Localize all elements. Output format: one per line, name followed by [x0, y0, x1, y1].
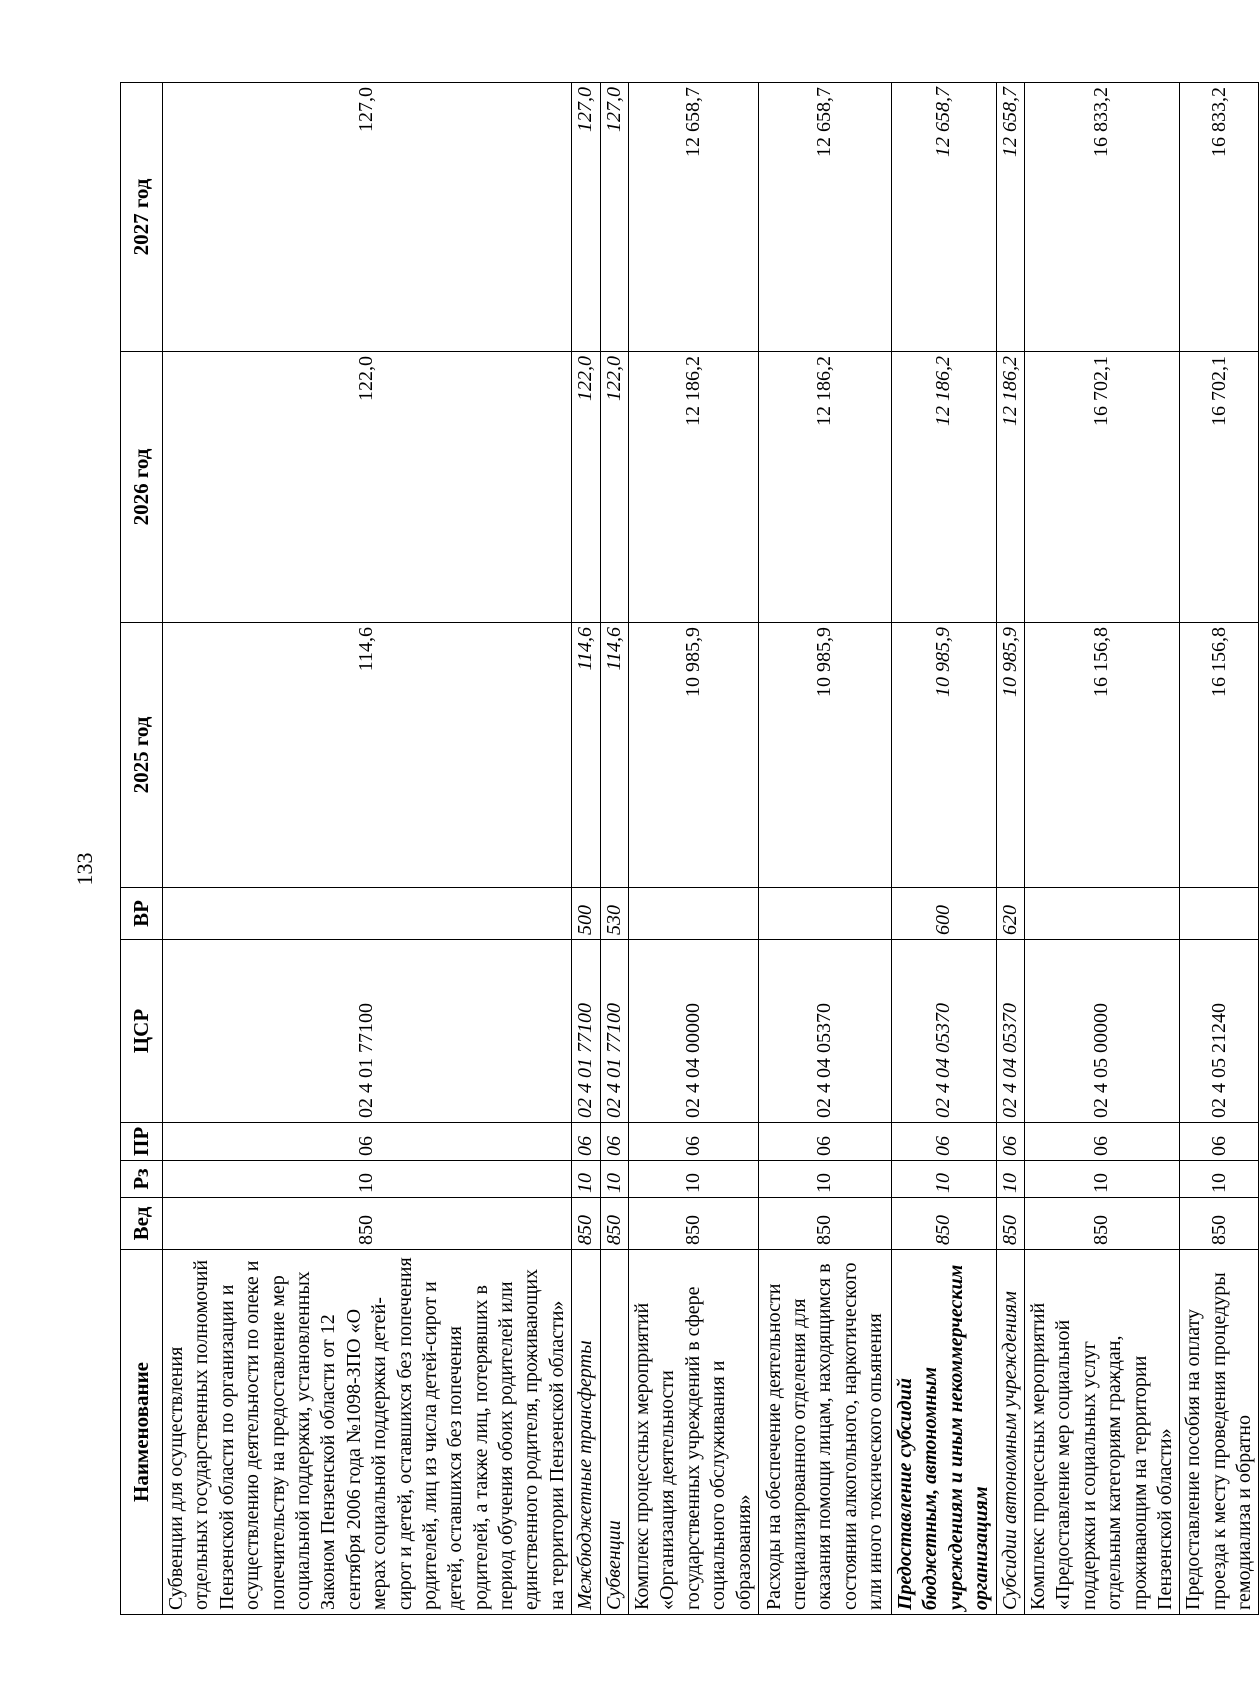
- row-2027: 12 658,7: [996, 83, 1024, 352]
- budget-table: [120, 82, 1259, 1615]
- row-vr: [163, 888, 572, 940]
- row-2025: 10 985,9: [891, 623, 996, 888]
- row-ved: 850: [1024, 1198, 1179, 1250]
- row-csr: 02 4 01 77100: [163, 940, 572, 1123]
- row-2025: 10 985,9: [996, 623, 1024, 888]
- row-pr: 06: [629, 1123, 759, 1161]
- row-csr: 02 4 04 05370: [891, 940, 996, 1123]
- row-name: Расходы на обеспечение деятельности специализированного отделения для оказания помощи лицам, находящимся в состоянии алкогольного, наркотического или иного токсического опьянения: [758, 1250, 891, 1615]
- table-row: [163, 83, 572, 1615]
- row-2027: 12 658,7: [629, 83, 759, 352]
- row-pr: 06: [600, 1123, 628, 1161]
- row-rz: 10: [996, 1161, 1024, 1198]
- row-vr: 620: [996, 888, 1024, 940]
- table-row: [758, 83, 891, 1615]
- row-2027: 127,0: [572, 83, 600, 352]
- row-2027: 12 658,7: [758, 83, 891, 352]
- row-2025: 114,6: [572, 623, 600, 888]
- row-vr: [1180, 888, 1259, 940]
- col-header-name: Наименование: [121, 1250, 163, 1615]
- row-2025: 16 156,8: [1180, 623, 1259, 888]
- row-2027: 127,0: [163, 83, 572, 352]
- row-pr: 06: [572, 1123, 600, 1161]
- col-header-2026: 2026 год: [121, 352, 163, 623]
- row-name: Комплекс процессных мероприятий «Организация деятельности государственных учреждений в сфере социального обслуживания и образования»: [629, 1250, 759, 1615]
- row-2026: 122,0: [600, 352, 628, 623]
- row-pr: 06: [996, 1123, 1024, 1161]
- row-ved: 850: [600, 1198, 628, 1250]
- row-ved: 850: [1180, 1198, 1259, 1250]
- row-name: Комплекс процессных мероприятий «Предоставление мер социальной поддержки и социальных услуг отдельным категориям граждан, проживающим на территории Пензенской области»: [1024, 1250, 1179, 1615]
- row-rz: 10: [891, 1161, 996, 1198]
- col-header-2025: 2025 год: [121, 623, 163, 888]
- row-csr: 02 4 04 00000: [629, 940, 759, 1123]
- row-2025: 10 985,9: [758, 623, 891, 888]
- row-name: Предоставление пособия на оплату проезда к месту проведения процедуры гемодиализа и обратно: [1180, 1250, 1259, 1615]
- table-row: [629, 83, 759, 1615]
- row-vr: [629, 888, 759, 940]
- row-ved: 850: [758, 1198, 891, 1250]
- row-csr: 02 4 04 05370: [996, 940, 1024, 1123]
- row-pr: 06: [163, 1123, 572, 1161]
- col-header-csr: ЦСР: [121, 940, 163, 1123]
- row-pr: 06: [1024, 1123, 1179, 1161]
- row-ved: 850: [996, 1198, 1024, 1250]
- row-name: Субвенции для осуществления отдельных государственных полномочий Пензенской области по организации и осуществлению деятельности по опеке и попечительству на предоставление мер социальной поддержки, установленных Законом Пензенской области от 12 сентября 2006 года №1098-ЗПО «О мерах социальной поддержки детей-сирот и детей, оставшихся без попечения родителей, лиц из числа детей-сирот и детей, оставшихся без попечения родителей, а также лиц, потерявших в период обучения обоих родителей или единственного родителя, проживающих на территории Пензенской области»: [163, 1250, 572, 1615]
- row-vr: 530: [600, 888, 628, 940]
- row-2025: 16 156,8: [1024, 623, 1179, 888]
- row-2026: 122,0: [572, 352, 600, 623]
- row-pr: 06: [758, 1123, 891, 1161]
- rotated-table-container: [120, 83, 1256, 1615]
- row-pr: 06: [1180, 1123, 1259, 1161]
- row-pr: 06: [891, 1123, 996, 1161]
- row-2026: 12 186,2: [629, 352, 759, 623]
- row-2026: 12 186,2: [891, 352, 996, 623]
- table-row: [600, 83, 628, 1615]
- row-2025: 114,6: [600, 623, 628, 888]
- row-csr: 02 4 05 21240: [1180, 940, 1259, 1123]
- row-rz: 10: [600, 1161, 628, 1198]
- row-name: Субсидии автономным учреждениям: [996, 1250, 1024, 1615]
- row-rz: 10: [1024, 1161, 1179, 1198]
- table-row: [1180, 83, 1259, 1615]
- table-row: [996, 83, 1024, 1615]
- table-row: [891, 83, 996, 1615]
- col-header-2027: 2027 год: [121, 83, 163, 352]
- page-number: 133: [72, 852, 97, 886]
- row-csr: 02 4 01 77100: [600, 940, 628, 1123]
- row-name: Межбюджетные трансферты: [572, 1250, 600, 1615]
- row-2027: 16 833,2: [1024, 83, 1179, 352]
- row-ved: 850: [163, 1198, 572, 1250]
- row-vr: [758, 888, 891, 940]
- row-ved: 850: [891, 1198, 996, 1250]
- row-vr: 500: [572, 888, 600, 940]
- row-ved: 850: [572, 1198, 600, 1250]
- row-2026: 12 186,2: [996, 352, 1024, 623]
- row-2027: 12 658,7: [891, 83, 996, 352]
- col-header-vr: ВР: [121, 888, 163, 940]
- col-header-pr: ПР: [121, 1123, 163, 1161]
- header-row: [121, 83, 163, 1615]
- row-2026: 16 702,1: [1024, 352, 1179, 623]
- table-row: [1024, 83, 1179, 1615]
- row-vr: [1024, 888, 1179, 940]
- row-csr: 02 4 01 77100: [572, 940, 600, 1123]
- row-vr: 600: [891, 888, 996, 940]
- row-2026: 12 186,2: [758, 352, 891, 623]
- col-header-ved: Вед: [121, 1198, 163, 1250]
- row-2026: 16 702,1: [1180, 352, 1259, 623]
- row-name: Субвенции: [600, 1250, 628, 1615]
- row-rz: 10: [629, 1161, 759, 1198]
- row-2025: 114,6: [163, 623, 572, 888]
- row-2026: 122,0: [163, 352, 572, 623]
- row-rz: 10: [758, 1161, 891, 1198]
- row-csr: 02 4 04 05370: [758, 940, 891, 1123]
- row-rz: 10: [163, 1161, 572, 1198]
- row-2025: 10 985,9: [629, 623, 759, 888]
- row-2027: 127,0: [600, 83, 628, 352]
- row-2027: 16 833,2: [1180, 83, 1259, 352]
- row-rz: 10: [572, 1161, 600, 1198]
- col-header-rz: Рз: [121, 1161, 163, 1198]
- row-rz: 10: [1180, 1161, 1259, 1198]
- row-csr: 02 4 05 00000: [1024, 940, 1179, 1123]
- row-name: Предоставление субсидий бюджетным, автономным учреждениям и иным некоммерческим организациям: [891, 1250, 996, 1615]
- row-ved: 850: [629, 1198, 759, 1250]
- table-row: [572, 83, 600, 1615]
